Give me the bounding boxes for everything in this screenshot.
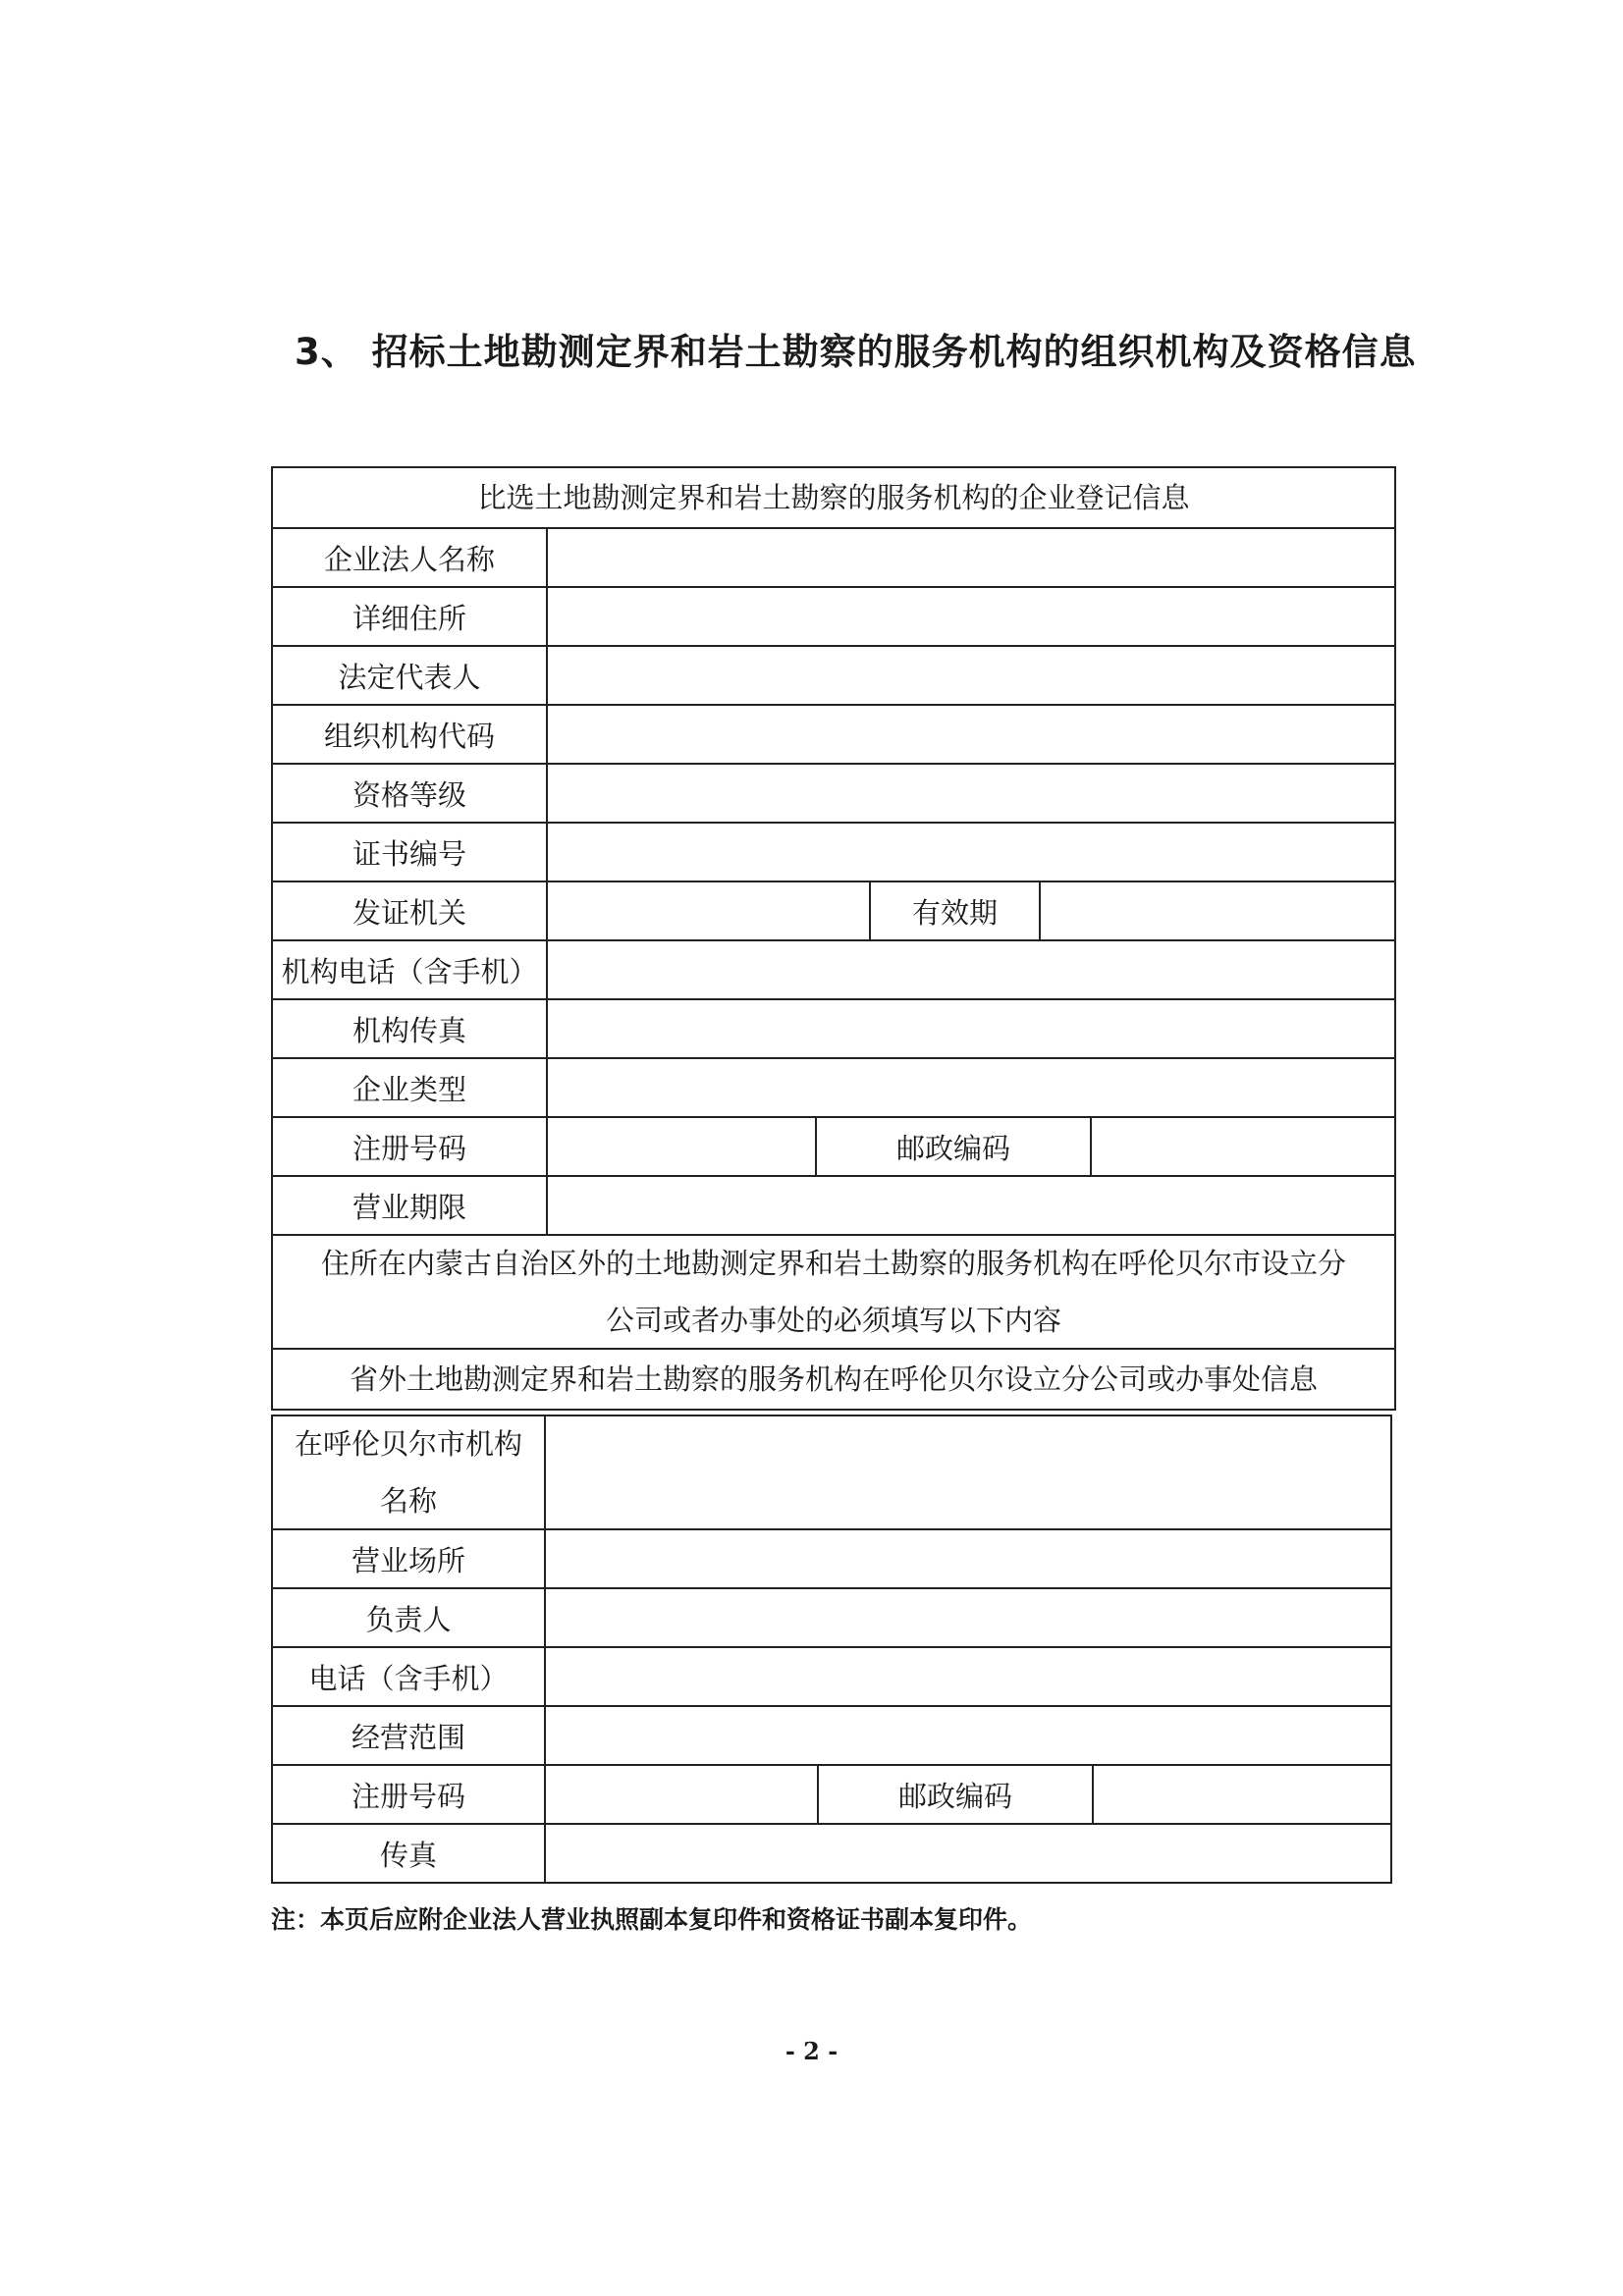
label-premises: 营业场所 [351,1543,465,1577]
enterprise-registration-table [271,466,1396,1411]
label-phone: 机构电话（含手机） [281,954,538,988]
row-legal-name [273,527,1394,586]
row-reg-no [273,1116,1394,1175]
field-manager[interactable] [544,1589,1390,1646]
row-scope [273,1705,1390,1764]
row-qualification [273,763,1394,822]
section1-header-row [273,468,1394,527]
label-issuer: 发证机关 [352,895,466,930]
field-type[interactable] [546,1059,1394,1116]
field-branch-reg-no[interactable] [544,1766,817,1823]
field-branch-phone[interactable] [544,1648,1390,1705]
label-branch-name-line-2: 名称 [379,1484,437,1518]
field-validity[interactable] [1039,882,1394,939]
row-type [273,1057,1394,1116]
row-term [273,1175,1394,1234]
notice-row [273,1234,1394,1348]
section2-header-row [273,1348,1394,1409]
field-org-code[interactable] [546,706,1394,763]
label-manager: 负责人 [365,1602,452,1636]
field-cert-no[interactable] [546,824,1394,881]
label-address: 详细住所 [352,601,466,635]
field-issuer[interactable] [546,882,869,939]
row-cert-no [273,822,1394,881]
field-address[interactable] [546,588,1394,645]
row-fax [273,998,1394,1057]
label-branch-phone: 电话（含手机） [308,1661,509,1695]
page-title: 3、 招标土地勘测定界和岩土勘察的服务机构的组织机构及资格信息 [295,331,1417,373]
field-branch-postcode[interactable] [1092,1766,1390,1823]
row-issuer [273,881,1394,939]
row-manager [273,1587,1390,1646]
label-scope: 经营范围 [351,1720,465,1754]
label-branch-postcode: 邮政编码 [817,1766,1092,1823]
field-branch-fax[interactable] [544,1825,1390,1882]
row-org-code [273,704,1394,763]
label-legal-name: 企业法人名称 [323,542,495,576]
field-scope[interactable] [544,1707,1390,1764]
label-validity: 有效期 [869,882,1039,939]
field-postcode[interactable] [1090,1118,1394,1175]
label-postcode: 邮政编码 [815,1118,1090,1175]
field-branch-name[interactable] [544,1416,1390,1528]
label-branch-name-line-1: 在呼伦贝尔市机构 [294,1427,522,1461]
row-premises [273,1528,1390,1587]
field-phone[interactable] [546,941,1394,998]
field-premises[interactable] [544,1530,1390,1587]
label-term: 营业期限 [352,1190,466,1224]
footnote: 注：本页后应附企业法人营业执照副本复印件和资格证书副本复印件。 [271,1905,1033,1934]
row-branch-name [273,1415,1390,1528]
label-branch-name [273,1416,544,1528]
label-cert-no: 证书编号 [352,836,466,871]
label-legal-rep: 法定代表人 [338,660,481,694]
section1-header: 比选土地勘测定界和岩土勘察的服务机构的企业登记信息 [477,481,1190,514]
row-phone [273,939,1394,998]
field-legal-name[interactable] [546,529,1394,586]
row-address [273,586,1394,645]
field-qualification[interactable] [546,765,1394,822]
row-legal-rep [273,645,1394,704]
field-reg-no[interactable] [546,1118,815,1175]
label-fax: 机构传真 [352,1013,466,1047]
label-branch-fax: 传真 [379,1838,437,1872]
label-org-code: 组织机构代码 [323,719,495,753]
row-branch-fax [273,1823,1390,1882]
notice-line-2: 公司或者办事处的必须填写以下内容 [605,1304,1061,1337]
section2-header: 省外土地勘测定界和岩土勘察的服务机构在呼伦贝尔设立分公司或办事处信息 [349,1362,1318,1396]
label-reg-no: 注册号码 [352,1131,466,1165]
notice-line-1: 住所在内蒙古自治区外的土地勘测定界和岩土勘察的服务机构在呼伦贝尔市设立分 [320,1247,1346,1280]
field-fax[interactable] [546,1000,1394,1057]
page-number: - 2 - [784,2037,839,2065]
branch-office-table [271,1415,1392,1884]
notice-text [273,1236,1394,1348]
label-type: 企业类型 [352,1072,466,1106]
field-legal-rep[interactable] [546,647,1394,704]
row-branch-phone [273,1646,1390,1705]
label-qualification: 资格等级 [352,777,466,812]
row-branch-reg-no [273,1764,1390,1823]
field-term[interactable] [546,1177,1394,1234]
label-branch-reg-no: 注册号码 [351,1779,465,1813]
